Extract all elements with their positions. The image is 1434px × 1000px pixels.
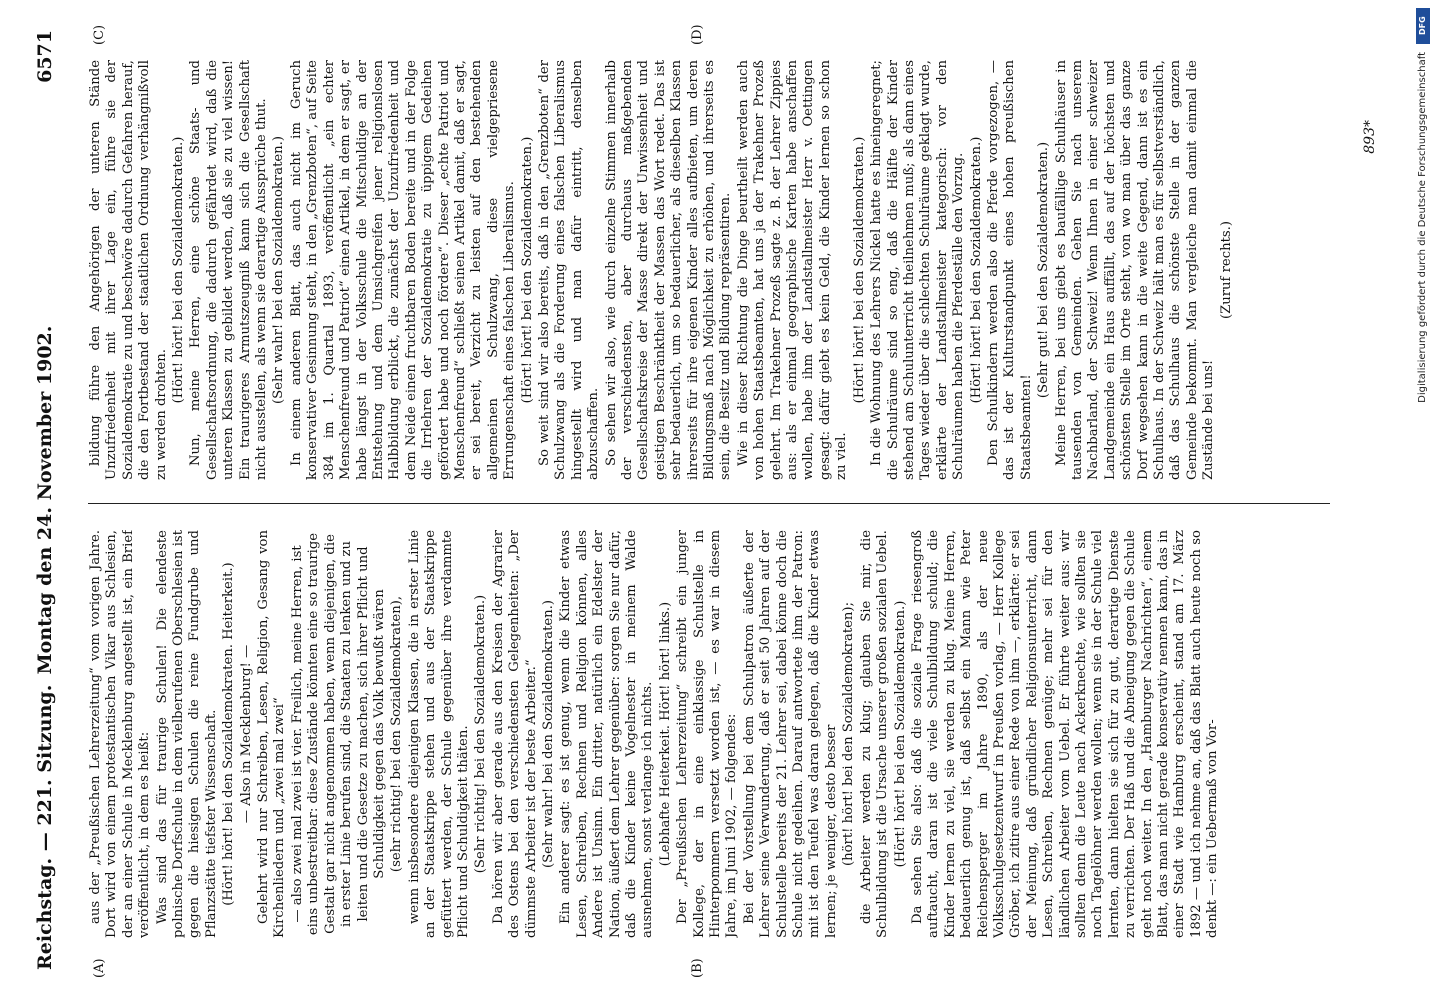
left-text-column xyxy=(88,530,1340,938)
paragraph: (Hört! hört! bei den Sozialdemokraten. Heiterkeit.) xyxy=(221,562,237,906)
digitization-sidebar xyxy=(1412,0,1434,1000)
paragraph: (sehr richtig! bei den Sozialdemokraten), xyxy=(389,595,405,873)
paragraph: — also zwei mal zwei ist vier. Freilich, meine Herren, ist eins unbestreitbar: diese Zustände könnten eine so traurige Gestalt gar nicht angenommen haben, wenn diejenigen, die in erster Linie berufen sind, die Staaten zu lenken und zu leiten und die Gesetze zu machen, sich ihrer Pflicht und Schuldigkeit gegen das Volk bewußt wären xyxy=(289,532,387,936)
margin-marker-d: (D) xyxy=(690,24,705,45)
paragraph: Nun, meine Herren, eine schöne Staats- und Gesellschaftsordnung, die dadurch gefährdet wird, daß die unteren Klassen zu gebildet werden, daß sie zu viel wissen! Ein traurigeres Armutszeugniß kann sich die Gesellschaft nicht ausstellen, als wenn sie derartige Aussprüche thut. xyxy=(188,60,270,480)
paragraph: Was sind das für traurige Schulen! Die elendeste polnische Dorfschule in dem vielberufenen Oberschlesien ist gegen die hiesigen Schulen die reine Fundgrube und Pflanzstätte tiefster Wissenschaft. xyxy=(154,530,219,938)
paragraph: aus der „Preußischen Lehrerzeitung“ vom vorigen Jahre. Dort wird von einem protestantischen Vikar aus Schlesien, der an einer Schule in Mecklenburg angestellt ist, ein Brief veröffentlicht, in dem es heißt: xyxy=(88,530,153,938)
paragraph: Der „Preußischen Lehrerzeitung“ schreibt ein junger Kollege, der in eine einklassige Schulstelle in Hinterpommern versetzt worden ist, — es war in diesem Jahre, im Juni 1902, — folgendes: xyxy=(675,530,740,938)
paragraph: Bei der Vorstellung bei dem Schulpatron äußerte der Lehrer seine Verwunderung, daß er seit 50 Jahren auf der Schulstelle bereits der 21. Lehrer sei, dabei könne doch die Schule nicht gedeihen. Darauf antwortete ihm der Patron: mit ist den Teufel was daran gelegen, daß die Kinder etwas lernen; je weniger, desto besser xyxy=(741,530,839,938)
paragraph: So sehen wir also, wie durch einzelne Stimmen innerhalb der verschiedensten, aber durchaus maßgebenden Gesellschaftskreise der Masse direkt der Unwissenheit und geistigen Beschränktheit der Massen das Wort redet. Das ist sehr bedauerlich, um so bedauerlicher, als dieselben Klassen ihrerseits für ihre eigenen Kinder alles aufbieten, um deren Bildungsmaß nach Möglichkeit zu erhöhen, und ihrerseits es sein, die Besitz und Bildung repräsentiren. xyxy=(603,60,734,480)
paragraph: (Sehr gut! bei den Sozialdemokraten.) xyxy=(1036,141,1052,399)
paragraph: So weit sind wir also bereits, daß in den „Grenzboten“ der Schulzwang als die Forderung eines falschen Liberalismus hingestellt wird und man dafür eintritt, denselben abzuschaffen. xyxy=(536,60,602,480)
margin-marker-b: (B) xyxy=(690,958,705,978)
right-text-column xyxy=(88,60,1340,480)
paragraph: (hört! hört! bei den Sozialdemokraten); xyxy=(841,601,857,867)
paragraph: Gelehrt wird nur Schreiben, Lesen, Religion, Gesang von Kirchenliedern und „zwei mal zwei“ xyxy=(256,530,288,938)
paragraph: In die Wohnung des Lehrers Nickel hatte es hineingeregnet; die Schulräume sind so eng, daß die Hälfte der Kinder stehend am Schulunterricht theilnehmen muß; als dann eines Tages wieder über die schlechten Schulräume geklagt wurde, erklärte der Landstallmeister kategorisch: vor den Schulräumen haben die Pferdeställe den Vorzug. xyxy=(869,60,967,480)
paragraph: die Arbeiter werden zu klug; glauben Sie mir, die Schulbildung ist die Ursache unserer großen sozialen Uebel. xyxy=(858,530,891,938)
paragraph: bildung führe den Angehörigen der unteren Stände Unzufriedenheit mit ihrer Lage ein, führe sie der Sozialdemokratie zu und beschwöre dadurch Gefahren herauf, die den Fortbestand der staatlichen Ordnung verhängnißvoll zu werden drohten. xyxy=(88,60,169,480)
paragraph: (Sehr wahr! bei den Sozialdemokraten.) xyxy=(540,600,556,868)
margin-marker-a: (A) xyxy=(92,958,107,978)
header-session: Reichstag. — 221. Sitzung. xyxy=(34,684,56,970)
paragraph: (Lebhafte Heiterkeit. Hört! hört! links.) xyxy=(657,601,673,867)
dfg-logo-icon: DFG xyxy=(1416,8,1430,44)
paragraph: Wie in dieser Richtung die Dinge beurtheilt werden auch von hohen Staatsbeamten, hat uns ja der Trakehner Prozeß gelehrt. Im Trakehner Prozeß sagte z. B. der Lehrer Zippies aus: als er einmal geographische Karten habe anschaffen wollen, habe ihm der Landstallmeister Herr v. Oettingen gesagt: dafür giebt es kein Geld, die Kinder lernen so schon zu viel. xyxy=(735,60,850,480)
page-header xyxy=(28,30,68,970)
margin-marker-c: (C) xyxy=(92,24,107,45)
paragraph: Da sehen Sie also: daß die soziale Frage riesengroß auftaucht, daran ist die viele Schulbildung schuld; die Kinder lernen zu viel, sie werden zu klug. Meine Herren, bedauerlich genug ist, daß selbst ein Mann wie Peter Reichensperger im Jahre 1890, als der neue Volksschulgesetzentwurf in Preußen vorlag, — Herr Kollege Gröber, ich zitire aus einer Rede von ihm —, erklärte: er sei der Meinung, daß gründlicher Religionsunterricht, dann Lesen, Schreiben, Rechnen genüge; mehr sei für den ländlichen Arbeiter vom Uebel. Er führte weiter aus: wir sollten denn die Leute nach Ackerknechte, wie sollten sie noch Tagelöhner werden wollen; wenn sie in der Schule viel lernten, dann hielten sie sich für zu gut, derartige Dienste zu verrichten. Der Haß und die Abneigung gegen die Schule geht noch weiter. In den „Hamburger Nachrichten“, einem Blatt, das man nicht gerade konservativ nennen kann, das in einer Stadt wie Hamburg erscheint, stand am 17. März 1892 — und ich nehme an, daß das Blatt auch heute noch so denkt —: ein Uebermaß von Vor- xyxy=(909,530,1221,938)
paragraph: Da hören wir aber gerade aus den Kreisen der Agrarier des Ostens bei den verschiedensten Gelegenheiten: „Der dümmste Arbeiter ist der beste Arbeiter.“ xyxy=(490,530,539,938)
paragraph: (Hört! hört! bei den Sozialdemokraten.) xyxy=(171,136,187,404)
paragraph: (Hört! hört! bei den Sozialdemokraten.) xyxy=(892,600,908,868)
paragraph: Den Schulkindern werden also die Pferde vorgezogen, — das ist der Kulturstandpunkt eines hohen preußischen Staatsbeamten! xyxy=(985,60,1034,480)
paragraph: (Hört! hört! bei den Sozialdemokraten.) xyxy=(968,136,984,404)
paragraph: In einem anderen Blatt, das auch nicht im Geruch konservativer Gesinnung steht, in den „Grenzboten“, auf Seite 384 im 1. Quartal 1893, veröffentlicht „ein echter Menschenfreund und Patriot“ einen Artikel, in dem er sagt, er habe längst in der Volksschule die Mitschuldige an der Entstehung und dem Umsichgreifen jener religionslosen Halbbildung erblickt, die zunächst der Unzufriedenheit und dem Neide einen fruchtbaren Boden bereite und in der Folge die Irrlehren der Sozialdemokratie zu üppigem Gedeihen gefördert habe und noch fördere“. Dieser „echte Patriot und Menschenfreund“ schließt seinen Artikel damit, daß er sagt, er sei bereit, Verzicht zu leisten auf den bestehenden allgemeinen Schulzwang, diese vielgepriesene Errungenschaft eines falschen Liberalismus. xyxy=(288,60,518,480)
digitization-credit: Digitalisierung gefördert durch die Deutsche Forschungsgemeinschaft xyxy=(1417,52,1428,403)
paragraph: (Zuruf rechts.) xyxy=(1218,220,1234,320)
paragraph: (Sehr wahr! bei den Sozialdemokraten.) xyxy=(271,136,287,404)
paragraph: (Hört! hört! bei den Sozialdemokraten.) xyxy=(851,136,867,404)
paragraph: (Hört! hört! bei den Sozialdemokraten.) xyxy=(519,136,535,404)
sheet-signature: 893* xyxy=(1362,120,1378,154)
paragraph: (Sehr richtig! bei den Sozialdemokraten.) xyxy=(473,594,489,874)
paragraph: wenn insbesondere diejenigen Klassen, die in erster Linie an der Staatskrippe stehen und aus der Staatskrippe gefüttert werden, der Schule gegenüber ihre verdammte Pflicht und Schuldigkeit thäten. xyxy=(406,530,471,938)
paragraph: Ein anderer sagt: es ist genug, wenn die Kinder etwas Lesen, Schreiben, Rechnen und Religion können, alles Andere ist Unsinn. Ein dritter, natürlich ein Edelster der Nation, äußert dem Lehrer gegenüber: sorgen Sie nur dafür, daß die Kinder keine Vogelnester in meinem Walde ausnehmen, sonst verlange ich nichts. xyxy=(558,530,656,938)
paragraph: — Also in Mecklenburg! — xyxy=(238,644,254,824)
header-date: Montag den 24. November 1902. xyxy=(34,325,56,675)
page-number: 6571 xyxy=(34,30,56,83)
paragraph: Meine Herren, bei uns giebt es baufällige Schulhäuser in tausenden von Gemeinden. Gehen Sie nach unserem Nachbarland, der Schweiz! Wenn Ihnen in einer schweizer Landgemeinde ein Haus auffällt, das auf der höchsten und schönsten Stelle im Orte steht, von wo man über das ganze Dorf wegsehen kann in die weite Gegend, dann ist es ein Schulhaus. In der Schweiz hält man es für selbstverständlich, daß das Schulhaus die schönste Stelle in der ganzen Gemeinde bekommt. Man vergleiche man damit einmal die Zustände bei uns! xyxy=(1053,60,1217,480)
column-divider xyxy=(88,503,1330,504)
